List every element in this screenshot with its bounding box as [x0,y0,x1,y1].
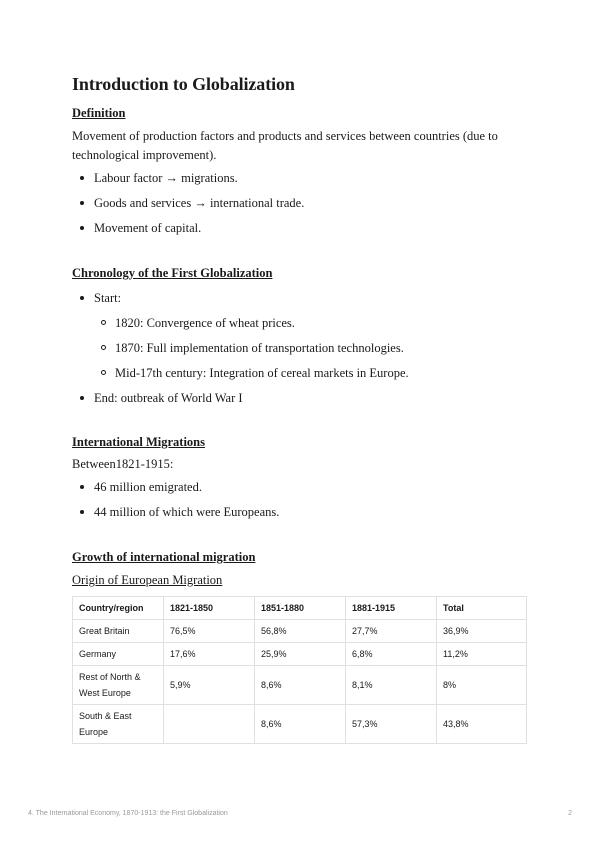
table-caption: Origin of European Migration [72,573,223,587]
table-cell: 43,8% [437,705,527,744]
table-cell: Great Britain [73,620,164,643]
table-cell: 27,7% [346,620,437,643]
definition-heading: Definition [72,106,126,120]
list-item: Labour factor → migrations. [72,169,532,187]
list-item: Start: [72,289,532,307]
migrations-list [72,478,532,521]
chronology-list [72,289,532,407]
list-item: 44 million of which were Europeans. [72,503,532,521]
footer-title: 4. The International Economy, 1870-1913: the First Globalization [28,810,228,817]
definition-section [72,105,532,237]
page-title: Introduction to Globalization [72,74,295,94]
table-row [73,643,527,666]
chronology-section [72,265,532,407]
table-cell: 17,6% [164,643,255,666]
migrations-section [72,434,532,521]
table-header-cell: Country/region [73,597,164,620]
table-row [73,705,527,744]
table-cell [164,705,255,744]
migrations-heading: International Migrations [72,435,205,449]
table-cell: 11,2% [437,643,527,666]
table-cell: 56,8% [255,620,346,643]
table-cell: 8% [437,666,527,705]
table-cell: 5,9% [164,666,255,705]
table-header-cell: Total [437,597,527,620]
document-page [72,70,532,744]
sub-list-item: Mid-17th century: Integration of cereal markets in Europe. [72,364,532,382]
migrations-intro: Between1821-1915: [72,457,174,471]
table-row [73,620,527,643]
table-header-cell: 1881-1915 [346,597,437,620]
table-row [73,666,527,705]
chronology-heading: Chronology of the First Globalization [72,266,273,280]
sub-list-item: 1820: Convergence of wheat prices. [72,314,532,332]
list-item: 46 million emigrated. [72,478,532,496]
table-header-cell: 1821-1850 [164,597,255,620]
growth-section [72,549,532,744]
table-cell: 8,6% [255,705,346,744]
page-footer [28,810,572,817]
sub-list-item: 1870: Full implementation of transportation technologies. [72,339,532,357]
table-cell: 8,1% [346,666,437,705]
table-cell: Rest of North & West Europe [73,666,164,705]
list-item: Movement of capital. [72,219,532,237]
table-cell: 57,3% [346,705,437,744]
definition-list [72,169,532,237]
list-item: Goods and services → international trade. [72,194,532,212]
table-header-cell: 1851-1880 [255,597,346,620]
migration-table [72,596,527,744]
table-header-row [73,597,527,620]
table-cell: 25,9% [255,643,346,666]
page-number: 2 [568,810,572,817]
table-cell: Germany [73,643,164,666]
list-item: End: outbreak of World War I [72,389,532,407]
table-cell: 36,9% [437,620,527,643]
table-cell: 76,5% [164,620,255,643]
definition-text: Movement of production factors and products and services between countries (due to technological improvement). [72,129,498,162]
table-cell: 8,6% [255,666,346,705]
table-cell: South & East Europe [73,705,164,744]
table-cell: 6,8% [346,643,437,666]
growth-heading: Growth of international migration [72,550,256,564]
